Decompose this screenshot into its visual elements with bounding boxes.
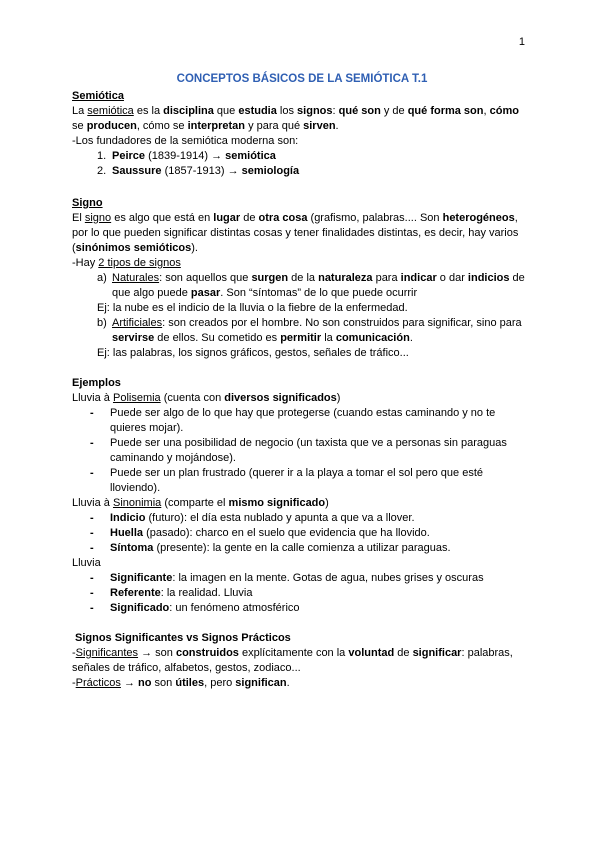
list-item: - Referente: la realidad. Lluvia bbox=[90, 587, 253, 599]
list-item: - Síntoma (presente): la gente en la calle comienza a utilizar paraguas. bbox=[90, 542, 451, 554]
significantes-line: -Significantes → son construidos explícitamente con la voluntad de significar: palabras, señales de tráfico, alfabetos, gestos, zodiaco... bbox=[72, 647, 513, 674]
section-heading-signos: Signos Significantes vs Signos Prácticos bbox=[75, 632, 291, 644]
signo-types-intro: -Hay 2 tipos de signos bbox=[72, 257, 181, 269]
section-heading-signo: Signo bbox=[72, 197, 103, 209]
section-heading-ejemplos: Ejemplos bbox=[72, 377, 121, 389]
signo-type-artificiales: b) Artificiales: son creados por el hombre. No son construidos para significar, sino para servirse de ellos. Su cometido es permitir la comunicación. bbox=[97, 317, 522, 344]
signo-type-naturales: a) Naturales: son aquellos que surgen de la naturaleza para indicar o dar indicios de que algo puede pasar. Son “síntomas” de lo que puede ocurrir bbox=[97, 272, 525, 299]
list-item: - Puede ser una posibilidad de negocio (un taxista que ve a personas sin paraguas caminando y mojándose). bbox=[90, 437, 507, 464]
page-number: 1 bbox=[518, 36, 525, 48]
naturales-example: Ej: la nube es el indicio de la lluvia o la fiebre de la enfermedad. bbox=[97, 302, 408, 314]
list-item: - Significado: un fenómeno atmosférico bbox=[90, 602, 300, 614]
list-item: - Puede ser algo de lo que hay que protegerse (cuando estas caminando y no te quieres mojar). bbox=[90, 407, 496, 434]
document-body bbox=[72, 72, 532, 691]
list-item: - Significante: la imagen en la mente. Gotas de agua, nubes grises y oscuras bbox=[90, 572, 484, 584]
list-item: - Indicio (futuro): el día esta nublado y apunta a que va a llover. bbox=[90, 512, 415, 524]
signo-definition: El signo es algo que está en lugar de otra cosa (grafismo, palabras.... Son heterogéneos, por lo que pueden significar distintas cosas y tener finalidades distintas, es decir, hay varios (sinónimos semióticos). bbox=[72, 212, 519, 254]
founder-item: 1. Peirce (1839-1914) → semiótica bbox=[97, 150, 276, 162]
artificiales-example: Ej: las palabras, los signos gráficos, gestos, señales de tráfico... bbox=[97, 347, 409, 359]
page-title: CONCEPTOS BÁSICOS DE LA SEMIÓTICA T.1 bbox=[176, 73, 428, 85]
section-heading-semiotica: Semiótica bbox=[72, 90, 124, 102]
list-item: - Puede ser un plan frustrado (querer ir a la playa a tomar el sol pero que esté lloviendo). bbox=[90, 467, 483, 494]
lluvia-line: Lluvia bbox=[72, 557, 101, 569]
semiotica-definition: La semiótica es la disciplina que estudia los signos: qué son y de qué forma son, cómo se producen, cómo se interpretan y para qué sirven. bbox=[72, 105, 519, 132]
practicos-line: -Prácticos → no son útiles, pero significan. bbox=[72, 677, 290, 689]
founders-intro: -Los fundadores de la semiótica moderna son: bbox=[72, 135, 299, 147]
sinonimia-line: Lluvia à Sinonimia (comparte el mismo significado) bbox=[72, 497, 329, 509]
founder-item: 2. Saussure (1857-1913) → semiología bbox=[97, 165, 300, 177]
polisemia-line: Lluvia à Polisemia (cuenta con diversos significados) bbox=[72, 392, 341, 404]
list-item: - Huella (pasado): charco en el suelo que evidencia que ha llovido. bbox=[90, 527, 430, 539]
